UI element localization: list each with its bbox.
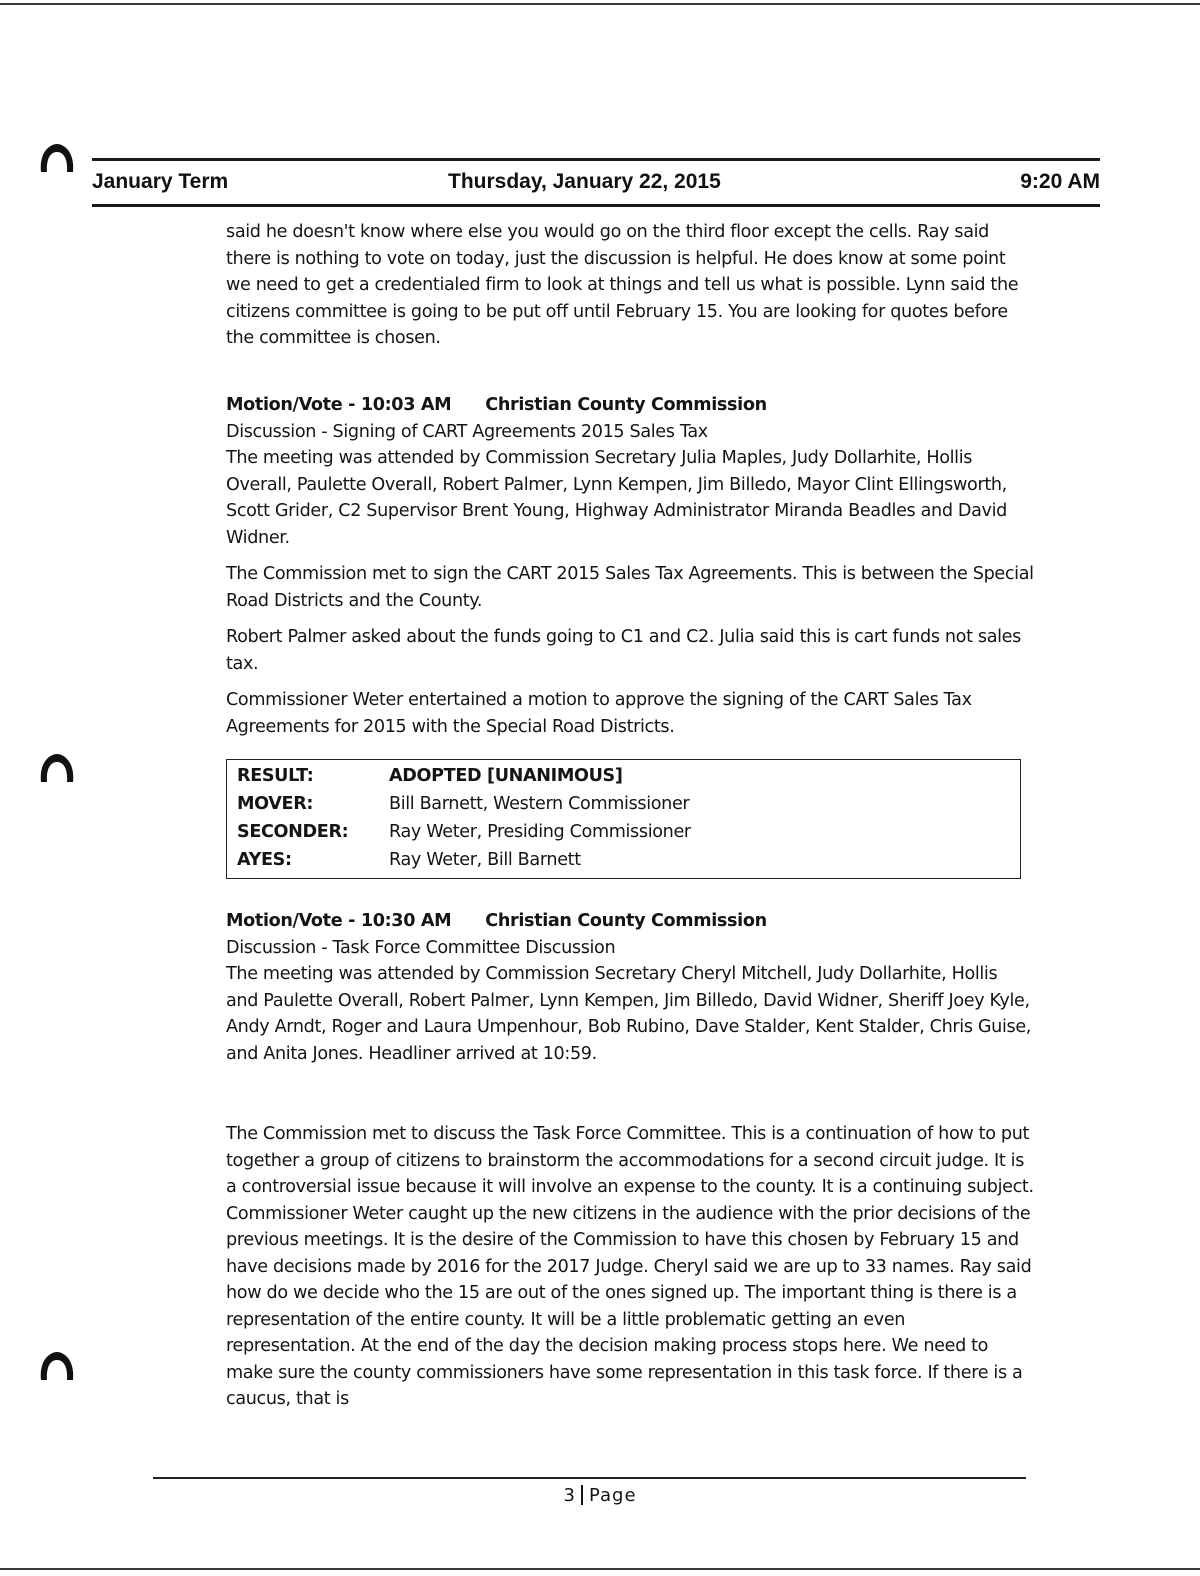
vote-label: AYES: <box>237 850 292 870</box>
vote-value: Bill Barnett, Western Commissioner <box>389 794 690 814</box>
vote-label: RESULT: <box>237 766 314 786</box>
vote-value: Ray Weter, Bill Barnett <box>389 850 581 870</box>
continuation-paragraph <box>226 219 1034 352</box>
page-number: 3 <box>563 1485 575 1506</box>
vote-value: Ray Weter, Presiding Commissioner <box>389 822 691 842</box>
vote-value: ADOPTED [UNANIMOUS] <box>389 766 623 786</box>
motion-1-section <box>226 392 1034 740</box>
motion-2-attendance: The meeting was attended by Commission Secretary Cheryl Mitchell, Judy Dollarhite, Hollis and Paulette Overall, Robert Palmer, Lynn Kempen, Jim Billedo, David Widner, Sheriff Joey Kyle, Andy Arndt, Roger and Laura Umpenhour, Bob Rubino, Dave Stalder, Kent Stalder, Chris Guise, and Anita Jones. Headliner arrived at 10:59. <box>226 964 1032 1064</box>
page-footer <box>0 1485 1200 1506</box>
motion-time: 10:03 AM <box>360 395 452 415</box>
vote-result-table <box>226 759 1021 879</box>
page-word: Page <box>588 1485 637 1506</box>
vote-label: MOVER: <box>237 794 314 814</box>
header-bottom-rule <box>92 204 1100 207</box>
header-term: January Term <box>92 170 229 193</box>
motion-label: Motion/Vote - <box>226 911 356 931</box>
binder-hole-icon <box>38 752 76 786</box>
motion-1-paragraph: Robert Palmer asked about the funds going to C1 and C2. Julia said this is cart funds not sales tax. <box>226 627 1021 674</box>
binder-hole-icon <box>38 1350 76 1384</box>
binder-hole-icon <box>38 142 76 176</box>
vote-label: SECONDER: <box>237 822 349 842</box>
motion-1-paragraph: The Commission met to sign the CART 2015 Sales Tax Agreements. This is between the Special Road Districts and the County. <box>226 564 1034 611</box>
footer-rule <box>153 1477 1026 1479</box>
header-date: Thursday, January 22, 2015 <box>448 170 721 193</box>
header-time: 9:20 AM <box>1020 170 1100 193</box>
motion-2-discussion: Discussion - Task Force Committee Discussion <box>226 937 616 958</box>
paragraph-text: said he doesn't know where else you would go on the third floor except the cells. Ray said there is nothing to vote on today, just the discussion is helpful. He does know at some point we need to get a credentialed firm to look at things and tell us what is possible. Lynn said the citizens committee is going to be put off until February 15. You are looking for quotes before the committee is chosen. <box>226 222 1019 348</box>
header-top-rule <box>92 158 1100 161</box>
motion-body: Christian County Commission <box>485 395 767 415</box>
paragraph-text: The Commission met to discuss the Task Force Committee. This is a continuation of how to put together a group of citizens to brainstorm the accommodations for a second circuit judge. It is a controversial issue because it will involve an expense to the county. It is a continuing subject. Commissioner Weter caught up the new citizens in the audience with the prior decisions of the previous meetings. It is the desire of the Commission to have this chosen by February 15 and have decisions made by 2016 for the 2017 Judge. Cheryl said we are up to 33 names. Ray said how do we decide who the 15 are out of the ones signed up. The important thing is there is a representation of the entire county. It will be a little problematic getting an even representation. At the end of the day the decision making process stops here. We need to make sure the county commissioners have some representation in this task force. If there is a caucus, that is <box>226 1124 1034 1409</box>
scan-bottom-edge <box>0 1568 1200 1570</box>
motion-label: Motion/Vote - <box>226 395 356 415</box>
scan-top-edge <box>0 3 1200 5</box>
motion-1-discussion: Discussion - Signing of CART Agreements 2015 Sales Tax <box>226 421 708 442</box>
motion-2-paragraph <box>226 1121 1034 1413</box>
motion-1-heading <box>226 392 1034 419</box>
motion-body: Christian County Commission <box>485 911 767 931</box>
motion-time: 10:30 AM <box>360 911 452 931</box>
motion-2-section <box>226 908 1034 1067</box>
motion-2-heading <box>226 908 1034 935</box>
footer-separator <box>581 1485 583 1505</box>
motion-1-paragraph: Commissioner Weter entertained a motion to approve the signing of the CART Sales Tax Agreements for 2015 with the Special Road Districts. <box>226 690 972 737</box>
motion-1-attendance: The meeting was attended by Commission Secretary Julia Maples, Judy Dollarhite, Hollis Overall, Paulette Overall, Robert Palmer, Lynn Kempen, Jim Billedo, Mayor Clint Ellingsworth, Scott Grider, C2 Supervisor Brent Young, Highway Administrator Miranda Beadles and David Widner. <box>226 448 1007 548</box>
